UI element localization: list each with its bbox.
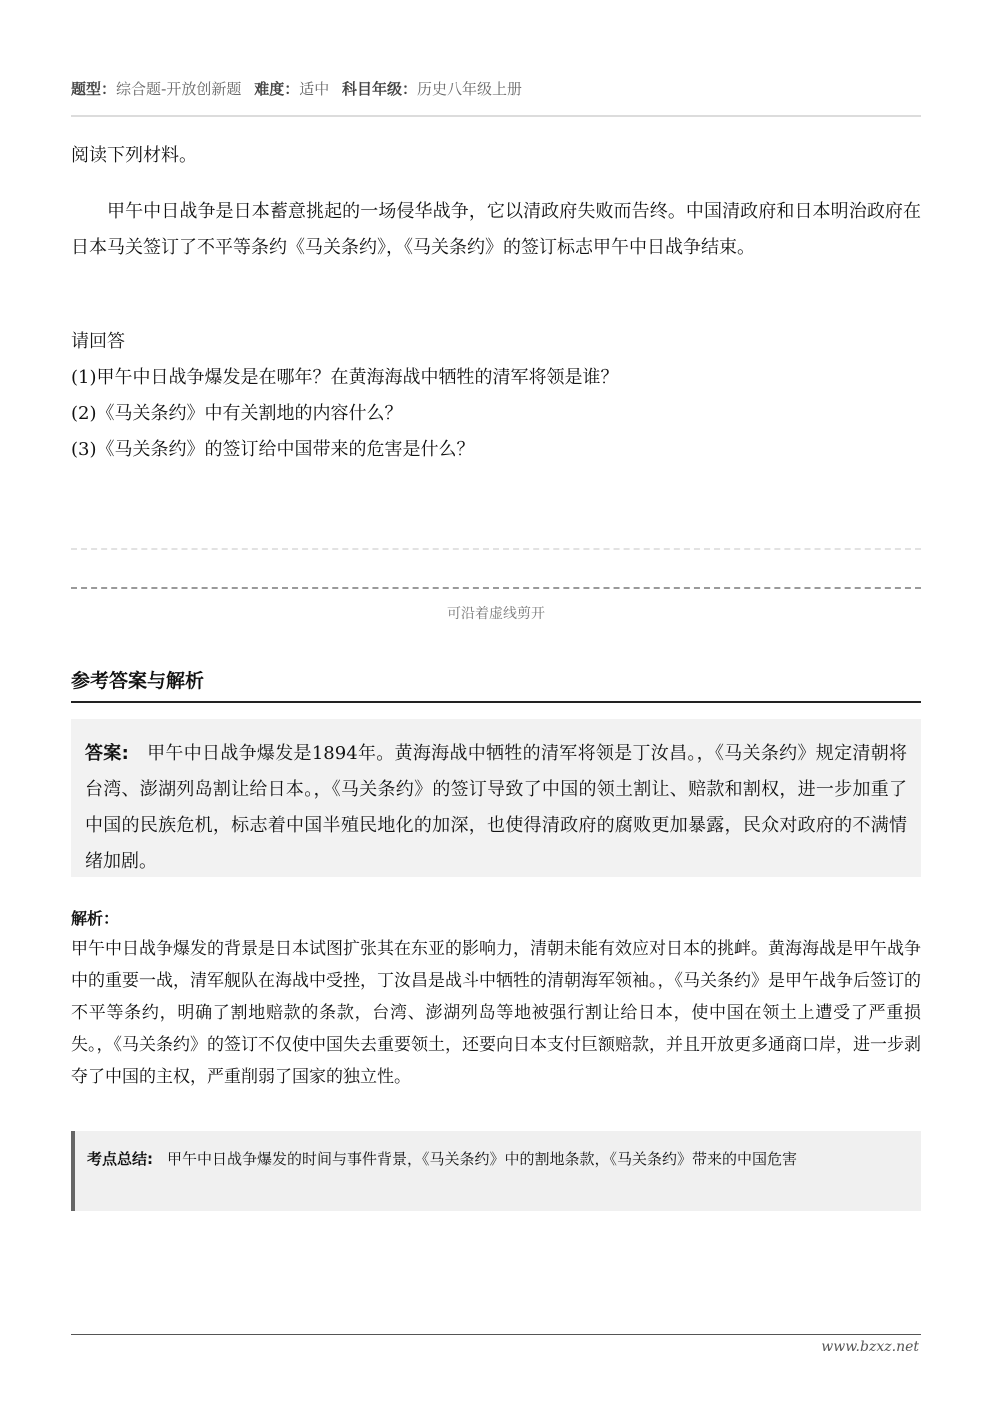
summary-box [71, 1131, 921, 1211]
analysis-label: 解析： [71, 909, 120, 928]
type-label: 题型： [71, 80, 117, 98]
answer-text: 甲午中日战争爆发是1894年。黄海海战中牺牲的清军将领是丁汝昌。，《马关条约》规定清朝将台湾、澎湖列岛割让给日本。，《马关条约》的签订导致了中国的领土割让、赔款和割权，进一步加重了中国的民族危机，标志着中国半殖民地化的加深，也使得清政府的腐败更加暴露，民众对政府的不满情绪加剧。 [85, 743, 907, 872]
question-intro: 阅读下列材料。 [71, 145, 197, 166]
section-divider [71, 701, 921, 703]
cut-note: 可沿着虚线剪开 [447, 606, 545, 622]
answer-section-title: 参考答案与解析 [71, 670, 205, 692]
meta-divider [71, 115, 921, 117]
footer-divider [71, 1334, 921, 1335]
type-value: 综合题-开放创新题 [116, 80, 242, 98]
question-material: 甲午中日战争是日本蓄意挑起的一场侵华战争，它以清政府失败而告终。中国清政府和日本明治政府在日本马关签订了不平等条约《马关条约》，《马关条约》的签订标志甲午中日战争结束。 [71, 201, 921, 258]
question-item-3: (3)《马关条约》的签订给中国带来的危害是什么？ [71, 439, 475, 460]
subject-label: 科目年级： [342, 80, 418, 98]
answer-box [71, 719, 921, 877]
question-prompt-block [71, 324, 921, 468]
summary-text: 甲午中日战争爆发的时间与事件背景，《马关条约》中的割地条款，《马关条约》带来的中国危害 [167, 1150, 798, 1168]
answer-label: 答案: [85, 743, 129, 764]
question-item-2: (2)《马关条约》中有关割地的内容什么？ [71, 403, 403, 424]
footer-site: www.bzxz.net [821, 1339, 919, 1355]
question-item-1: (1)甲午中日战争爆发是在哪年？在黄海海战中牺牲的清军将领是谁？ [71, 367, 619, 388]
cut-line [71, 587, 921, 589]
answer-space-divider [71, 548, 921, 550]
summary-label: 考点总结: [87, 1150, 153, 1168]
question-prompt: 请回答 [71, 331, 125, 352]
analysis-text: 甲午中日战争爆发的背景是日本试图扩张其在东亚的影响力，清朝未能有效应对日本的挑衅。黄海海战是甲午战争中的重要一战，清军舰队在海战中受挫，丁汝昌是战斗中牺牲的清朝海军领袖。，《马关条约》是甲午战争后签订的不平等条约，明确了割地赔款的条款，台湾、澎湖列岛等地被强行割让给日本，使中国在领土上遭受了严重损失。，《马关条约》的签订不仅使中国失去重要领土，还要向日本支付巨额赔款，并且开放更多通商口岸，进一步剥夺了中国的主权，严重削弱了国家的独立性。 [71, 939, 921, 1087]
subject-value: 历史八年级上册 [417, 80, 523, 98]
difficulty-label: 难度： [254, 80, 300, 98]
question-meta [71, 78, 921, 100]
difficulty-value: 适中 [299, 80, 330, 98]
